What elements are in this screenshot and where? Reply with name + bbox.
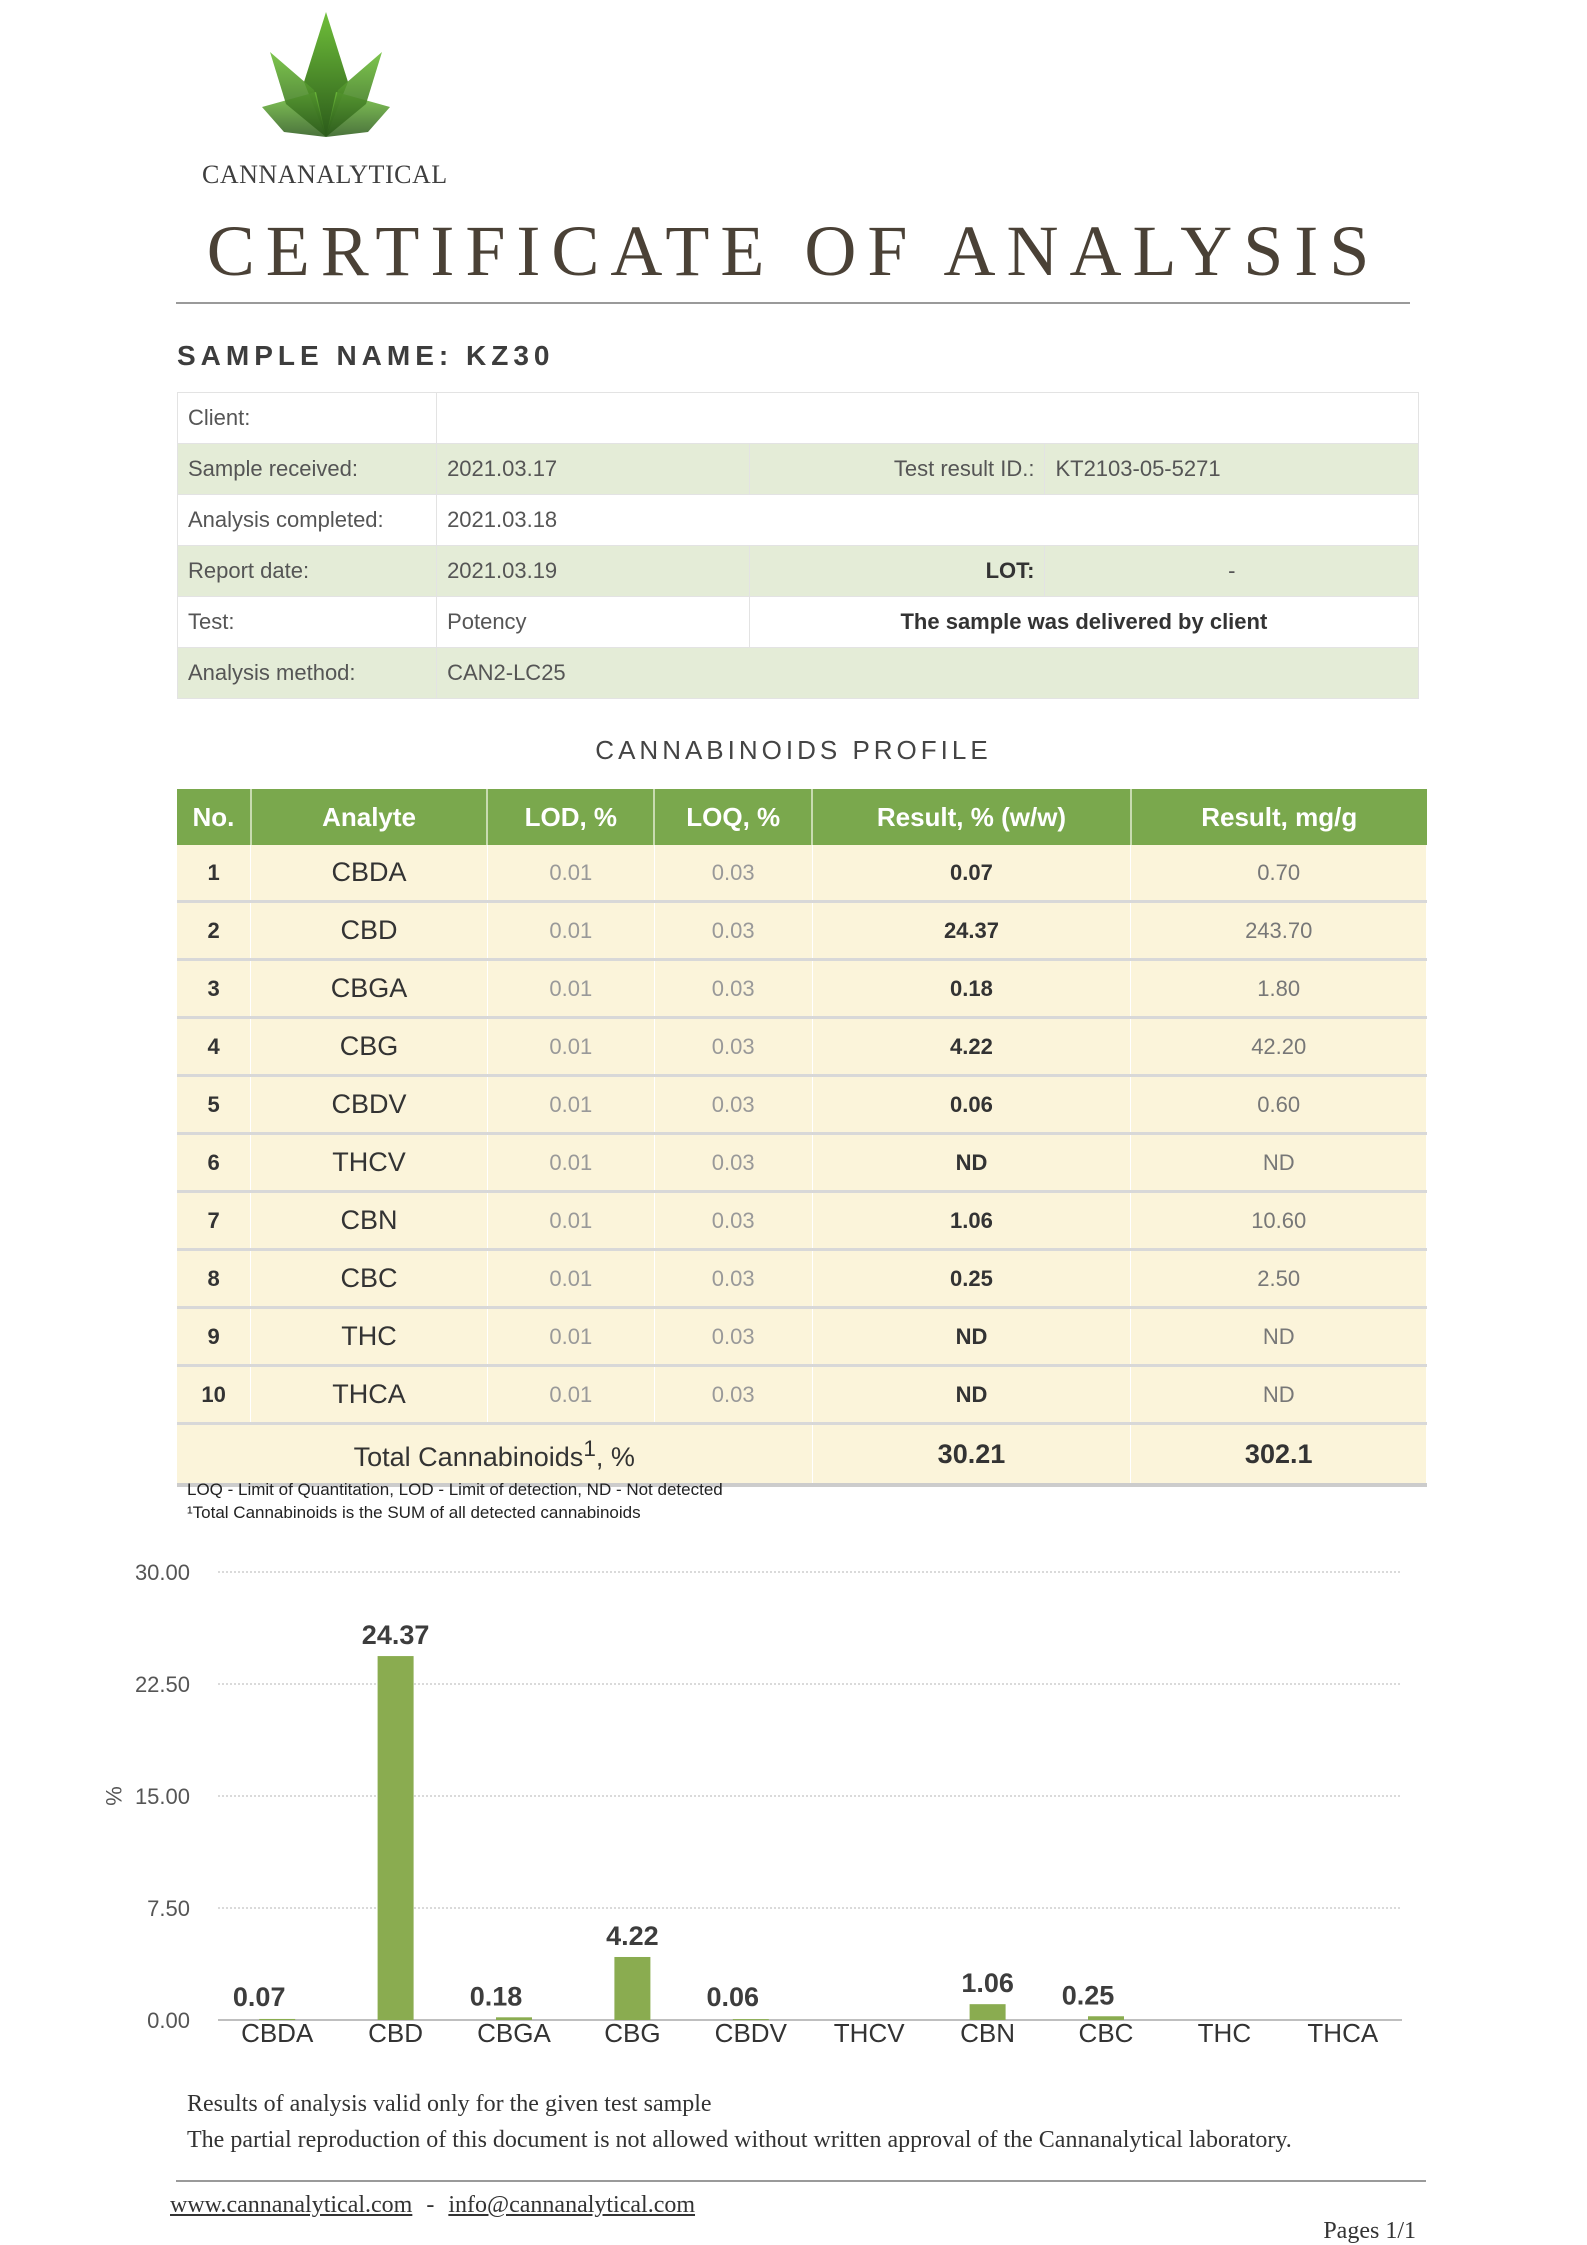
cell-loq: 0.03 <box>654 1134 812 1192</box>
method-value: CAN2-LC25 <box>437 648 1419 699</box>
table-row <box>177 1308 1427 1366</box>
cell-loq: 0.03 <box>654 960 812 1018</box>
email-link[interactable]: info@cannanalytical.com <box>448 2192 696 2218</box>
cell-no: 9 <box>177 1308 251 1366</box>
cell-mg: ND <box>1131 1366 1427 1424</box>
cell-no: 3 <box>177 960 251 1018</box>
cell-mg: 0.70 <box>1131 845 1427 902</box>
x-tick-label: THC <box>1197 2018 1252 2048</box>
cell-mg: 243.70 <box>1131 902 1427 960</box>
lot-value: - <box>1045 546 1419 597</box>
logo-text: CANNANALYTICAL <box>202 160 448 189</box>
bar-data-label: 0.25 <box>1061 1980 1115 2011</box>
cell-analyte: CBD <box>251 902 487 960</box>
cell-lod: 0.01 <box>487 1018 654 1076</box>
footer-disclaimer <box>187 2086 1292 2158</box>
bar-data-label: 0.18 <box>469 1981 523 2012</box>
cell-loq: 0.03 <box>654 1366 812 1424</box>
received-label: Sample received: <box>178 444 437 495</box>
completed-value: 2021.03.18 <box>437 495 1419 546</box>
x-tick-label: CBN <box>960 2018 1016 2048</box>
document-title: CERTIFICATE OF ANALYSIS <box>206 211 1381 291</box>
cell-pct: ND <box>812 1308 1131 1366</box>
header-lod: LOD, % <box>487 789 654 845</box>
client-label: Client: <box>178 393 437 444</box>
sample-name: SAMPLE NAME: KZ30 <box>177 340 555 371</box>
bar-data-label: 1.06 <box>961 1968 1014 1999</box>
bar-data-label: 0.06 <box>706 1982 760 2012</box>
website-link[interactable]: www.cannanalytical.com <box>170 2192 413 2218</box>
cell-lod: 0.01 <box>487 1134 654 1192</box>
cell-pct: 1.06 <box>812 1192 1131 1250</box>
total-pct: 30.21 <box>812 1424 1131 1486</box>
x-tick-label: THCA <box>1307 2018 1379 2048</box>
method-label: Analysis method: <box>178 648 437 699</box>
title-divider <box>176 302 1410 304</box>
table-notes <box>187 1478 723 1524</box>
cell-loq: 0.03 <box>654 1076 812 1134</box>
cell-pct: 0.25 <box>812 1250 1131 1308</box>
bar-data-label: 24.37 <box>361 1620 430 1651</box>
y-axis-label: % <box>101 1786 126 1806</box>
chart-bar <box>378 1656 414 2020</box>
sample-info-table <box>177 392 1419 699</box>
cell-analyte: CBGA <box>251 960 487 1018</box>
table-row <box>177 1250 1427 1308</box>
total-label <box>177 1424 812 1486</box>
cell-mg: ND <box>1131 1134 1427 1192</box>
chart-bar <box>614 1957 650 2020</box>
cell-mg: 2.50 <box>1131 1250 1427 1308</box>
table-row <box>177 960 1427 1018</box>
cell-analyte: CBG <box>251 1018 487 1076</box>
cell-lod: 0.01 <box>487 1308 654 1366</box>
cell-no: 6 <box>177 1134 251 1192</box>
table-row <box>177 845 1427 902</box>
client-value <box>437 393 1419 444</box>
cell-no: 8 <box>177 1250 251 1308</box>
header-result-pct: Result, % (w/w) <box>812 789 1131 845</box>
total-mg: 302.1 <box>1131 1424 1427 1486</box>
cell-pct: 24.37 <box>812 902 1131 960</box>
cell-loq: 0.03 <box>654 1192 812 1250</box>
cell-lod: 0.01 <box>487 960 654 1018</box>
y-tick-label: 30.00 <box>134 1560 190 1585</box>
completed-label: Analysis completed: <box>178 495 437 546</box>
cell-analyte: THCA <box>251 1366 487 1424</box>
disclaimer-line-1: Results of analysis valid only for the given test sample <box>187 2091 712 2117</box>
note-abbreviations: LOQ - Limit of Quantitation, LOD - Limit of detection, ND - Not detected <box>187 1480 723 1499</box>
x-tick-label: CBDA <box>241 2018 314 2048</box>
table-row <box>177 1018 1427 1076</box>
cannabis-leaf-icon <box>256 12 396 162</box>
footer-divider <box>176 2180 1426 2182</box>
cell-mg: 42.20 <box>1131 1018 1427 1076</box>
table-header-row <box>177 789 1427 845</box>
cell-loq: 0.03 <box>654 902 812 960</box>
x-tick-label: CBD <box>368 2018 424 2048</box>
x-tick-label: CBGA <box>477 2018 551 2048</box>
received-value: 2021.03.17 <box>437 444 750 495</box>
cell-lod: 0.01 <box>487 1192 654 1250</box>
table-row <box>177 1076 1427 1134</box>
cell-mg: 10.60 <box>1131 1192 1427 1250</box>
cell-lod: 0.01 <box>487 845 654 902</box>
cell-analyte: CBN <box>251 1192 487 1250</box>
disclaimer-line-2: The partial reproduction of this document is not allowed without written approval of the Cannanalytical laboratory. <box>187 2127 1292 2153</box>
report-date-label: Report date: <box>178 546 437 597</box>
y-tick-label: 0.00 <box>147 2008 190 2033</box>
cell-loq: 0.03 <box>654 1308 812 1366</box>
test-id-value: KT2103-05-5271 <box>1045 444 1419 495</box>
link-separator: - <box>426 2192 435 2218</box>
table-row <box>177 902 1427 960</box>
cell-analyte: CBDA <box>251 845 487 902</box>
x-tick-label: CBC <box>1078 2018 1134 2048</box>
cell-analyte: THC <box>251 1308 487 1366</box>
note-total-definition: ¹Total Cannabinoids is the SUM of all detected cannabinoids <box>187 1503 641 1522</box>
cell-no: 4 <box>177 1018 251 1076</box>
header-no: No. <box>177 789 251 845</box>
cell-no: 7 <box>177 1192 251 1250</box>
table-row <box>177 1192 1427 1250</box>
cell-pct: 0.18 <box>812 960 1131 1018</box>
total-row <box>177 1424 1427 1486</box>
cell-pct: 0.07 <box>812 845 1131 902</box>
cell-lod: 0.01 <box>487 1076 654 1134</box>
cell-pct: 4.22 <box>812 1018 1131 1076</box>
table-row <box>177 1366 1427 1424</box>
test-value: Potency <box>437 597 750 648</box>
test-id-label: Test result ID.: <box>749 444 1045 495</box>
cell-mg: 0.60 <box>1131 1076 1427 1134</box>
cannabinoids-table <box>177 789 1427 1487</box>
total-footnote-mark: 1 <box>583 1435 596 1461</box>
x-tick-label: CBDV <box>714 2018 787 2048</box>
cell-loq: 0.03 <box>654 1250 812 1308</box>
total-label-text: Total Cannabinoids <box>353 1441 584 1472</box>
report-date-value: 2021.03.19 <box>437 546 750 597</box>
company-logo <box>196 12 466 189</box>
table-row <box>177 1134 1427 1192</box>
test-label: Test: <box>178 597 437 648</box>
delivered-note: The sample was delivered by client <box>749 597 1418 648</box>
x-tick-label: CBG <box>604 2018 661 2048</box>
cell-pct: ND <box>812 1366 1131 1424</box>
header-result-mg: Result, mg/g <box>1131 789 1427 845</box>
page-number: Pages 1/1 <box>1323 2218 1416 2244</box>
cell-no: 5 <box>177 1076 251 1134</box>
cell-no: 2 <box>177 902 251 960</box>
cell-pct: 0.06 <box>812 1076 1131 1134</box>
section-title: CANNABINOIDS PROFILE <box>595 735 992 765</box>
cell-loq: 0.03 <box>654 1018 812 1076</box>
cell-lod: 0.01 <box>487 902 654 960</box>
cell-pct: ND <box>812 1134 1131 1192</box>
cell-loq: 0.03 <box>654 845 812 902</box>
cell-lod: 0.01 <box>487 1366 654 1424</box>
total-unit: , % <box>595 1441 635 1472</box>
header-loq: LOQ, % <box>654 789 812 845</box>
bar-data-label: 4.22 <box>606 1920 659 1951</box>
footer-links <box>170 2192 695 2219</box>
y-tick-label: 22.50 <box>134 1672 190 1697</box>
y-tick-label: 15.00 <box>134 1784 190 1809</box>
cell-analyte: THCV <box>251 1134 487 1192</box>
lot-label: LOT: <box>749 546 1045 597</box>
cell-mg: ND <box>1131 1308 1427 1366</box>
cell-analyte: CBC <box>251 1250 487 1308</box>
cell-no: 1 <box>177 845 251 902</box>
y-tick-label: 7.50 <box>147 1896 190 1921</box>
cell-no: 10 <box>177 1366 251 1424</box>
cell-lod: 0.01 <box>487 1250 654 1308</box>
x-tick-label: THCV <box>833 2018 905 2048</box>
bar-data-label: 0.07 <box>232 1982 286 2012</box>
cell-mg: 1.80 <box>1131 960 1427 1018</box>
cannabinoids-bar-chart <box>0 1540 1587 2060</box>
cell-analyte: CBDV <box>251 1076 487 1134</box>
header-analyte: Analyte <box>251 789 487 845</box>
